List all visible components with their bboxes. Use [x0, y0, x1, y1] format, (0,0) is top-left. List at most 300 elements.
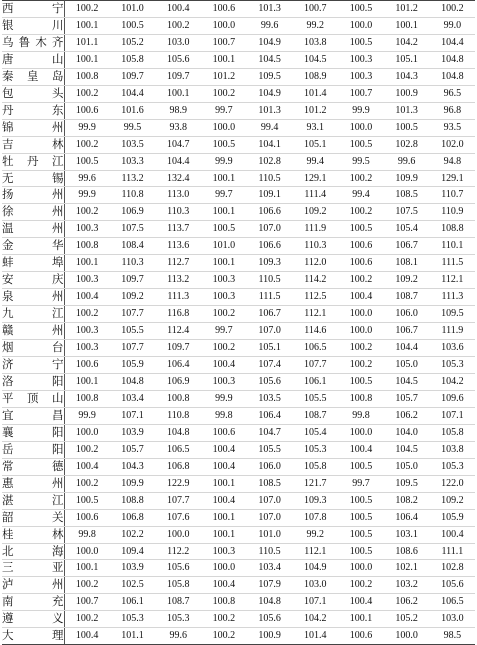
index-value-cell: 112.5 — [292, 289, 338, 306]
index-value-cell: 106.5 — [430, 594, 476, 611]
index-value-cell: 104.9 — [247, 34, 293, 51]
index-value-cell: 100.4 — [201, 577, 247, 594]
city-name-cell: 扬 州 — [2, 187, 64, 204]
index-value-cell: 101.6 — [110, 102, 156, 119]
index-value-cell: 108.5 — [384, 187, 430, 204]
index-value-cell: 103.5 — [247, 390, 293, 407]
index-value-cell: 121.7 — [292, 475, 338, 492]
index-value-cell: 105.4 — [384, 221, 430, 238]
city-name-cell: 韶 关 — [2, 509, 64, 526]
index-value-cell: 110.5 — [247, 543, 293, 560]
index-value-cell: 100.0 — [338, 17, 384, 34]
index-value-cell: 99.7 — [201, 323, 247, 340]
city-name-cell: 牡丹江 — [2, 153, 64, 170]
index-value-cell: 105.6 — [155, 560, 201, 577]
index-value-cell: 104.8 — [247, 594, 293, 611]
table-row — [2, 289, 475, 306]
index-value-cell: 99.7 — [201, 102, 247, 119]
index-value-cell: 100.0 — [201, 560, 247, 577]
index-value-cell: 111.3 — [430, 289, 476, 306]
table-row — [2, 390, 475, 407]
index-value-cell: 105.1 — [384, 51, 430, 68]
index-value-cell: 99.2 — [292, 17, 338, 34]
index-value-cell: 107.9 — [247, 577, 293, 594]
index-value-cell: 113.0 — [155, 187, 201, 204]
index-value-cell: 101.3 — [247, 1, 293, 18]
index-value-cell: 100.2 — [64, 85, 110, 102]
index-value-cell: 109.9 — [110, 475, 156, 492]
index-value-cell: 107.0 — [247, 323, 293, 340]
index-value-cell: 101.4 — [292, 628, 338, 645]
index-value-cell: 100.0 — [338, 323, 384, 340]
index-value-cell: 107.6 — [155, 509, 201, 526]
city-name-cell: 吉 林 — [2, 136, 64, 153]
index-value-cell: 96.8 — [430, 102, 476, 119]
table-row — [2, 373, 475, 390]
index-value-cell: 100.6 — [64, 102, 110, 119]
index-value-cell: 100.1 — [201, 204, 247, 221]
city-name-cell: 岳 阳 — [2, 441, 64, 458]
index-value-cell: 103.0 — [155, 34, 201, 51]
index-value-cell: 100.2 — [338, 204, 384, 221]
city-name-cell: 包 头 — [2, 85, 64, 102]
index-value-cell: 100.0 — [201, 17, 247, 34]
city-name-cell: 泉 州 — [2, 289, 64, 306]
index-value-cell: 102.1 — [384, 560, 430, 577]
table-row — [2, 170, 475, 187]
index-value-cell: 100.9 — [384, 85, 430, 102]
index-value-cell: 100.8 — [201, 594, 247, 611]
index-value-cell: 105.0 — [384, 357, 430, 374]
city-name-cell: 湛 江 — [2, 492, 64, 509]
index-value-cell: 101.3 — [384, 102, 430, 119]
city-name-cell: 襄 阳 — [2, 424, 64, 441]
index-value-cell: 103.0 — [430, 611, 476, 628]
index-value-cell: 109.1 — [247, 187, 293, 204]
index-value-cell: 103.4 — [247, 560, 293, 577]
index-value-cell: 100.1 — [201, 255, 247, 272]
index-value-cell: 99.4 — [247, 119, 293, 136]
city-name-cell: 温 州 — [2, 221, 64, 238]
index-value-cell: 100.2 — [430, 1, 476, 18]
price-index-table — [2, 0, 475, 645]
city-name-cell: 秦皇岛 — [2, 68, 64, 85]
index-value-cell: 100.3 — [338, 68, 384, 85]
index-value-cell: 110.9 — [430, 204, 476, 221]
index-value-cell: 100.2 — [64, 611, 110, 628]
index-value-cell: 104.8 — [110, 373, 156, 390]
index-value-cell: 104.4 — [384, 340, 430, 357]
index-value-cell: 111.4 — [292, 187, 338, 204]
index-value-cell: 100.5 — [201, 136, 247, 153]
index-value-cell: 105.0 — [384, 458, 430, 475]
city-name-cell: 南 充 — [2, 594, 64, 611]
index-value-cell: 99.6 — [247, 17, 293, 34]
index-value-cell: 105.3 — [430, 458, 476, 475]
table-row — [2, 119, 475, 136]
index-value-cell: 103.9 — [110, 560, 156, 577]
index-value-cell: 99.9 — [338, 102, 384, 119]
index-value-cell: 102.8 — [384, 136, 430, 153]
index-value-cell: 100.3 — [64, 221, 110, 238]
index-value-cell: 104.2 — [384, 34, 430, 51]
index-value-cell: 99.7 — [201, 187, 247, 204]
index-value-cell: 100.5 — [338, 34, 384, 51]
index-value-cell: 104.8 — [430, 51, 476, 68]
index-value-cell: 99.8 — [201, 407, 247, 424]
index-value-cell: 100.1 — [201, 51, 247, 68]
index-value-cell: 105.3 — [292, 441, 338, 458]
index-value-cell: 101.2 — [292, 102, 338, 119]
index-value-cell: 100.7 — [338, 85, 384, 102]
index-value-cell: 105.8 — [430, 424, 476, 441]
index-value-cell: 100.8 — [155, 390, 201, 407]
index-value-cell: 102.0 — [430, 136, 476, 153]
index-value-cell: 100.7 — [292, 1, 338, 18]
index-value-cell: 110.3 — [155, 204, 201, 221]
table-row — [2, 577, 475, 594]
city-name-cell: 北 海 — [2, 543, 64, 560]
index-value-cell: 106.7 — [384, 238, 430, 255]
index-value-cell: 100.2 — [338, 357, 384, 374]
index-value-cell: 100.2 — [64, 577, 110, 594]
index-value-cell: 106.4 — [155, 357, 201, 374]
index-value-cell: 100.5 — [338, 509, 384, 526]
index-value-cell: 99.4 — [292, 153, 338, 170]
index-value-cell: 100.4 — [338, 594, 384, 611]
index-value-cell: 104.5 — [384, 441, 430, 458]
index-value-cell: 104.3 — [384, 68, 430, 85]
index-value-cell: 94.8 — [430, 153, 476, 170]
index-value-cell: 99.6 — [155, 628, 201, 645]
index-value-cell: 107.5 — [110, 221, 156, 238]
index-value-cell: 111.3 — [155, 289, 201, 306]
city-name-cell: 徐 州 — [2, 204, 64, 221]
index-value-cell: 100.3 — [64, 323, 110, 340]
city-name-cell: 常 德 — [2, 458, 64, 475]
index-value-cell: 100.3 — [201, 373, 247, 390]
index-value-cell: 100.2 — [201, 340, 247, 357]
index-value-cell: 107.1 — [292, 594, 338, 611]
table-row — [2, 594, 475, 611]
city-name-cell: 赣 州 — [2, 323, 64, 340]
index-value-cell: 110.8 — [155, 407, 201, 424]
index-value-cell: 107.0 — [247, 221, 293, 238]
index-value-cell: 100.2 — [338, 272, 384, 289]
index-value-cell: 109.5 — [430, 306, 476, 323]
index-value-cell: 105.8 — [110, 51, 156, 68]
city-name-cell: 济 宁 — [2, 357, 64, 374]
index-value-cell: 105.5 — [247, 441, 293, 458]
index-value-cell: 105.6 — [155, 51, 201, 68]
index-value-cell: 105.1 — [292, 136, 338, 153]
index-value-cell: 109.7 — [110, 68, 156, 85]
index-value-cell: 129.1 — [292, 170, 338, 187]
index-value-cell: 100.2 — [338, 340, 384, 357]
index-value-cell: 100.3 — [201, 543, 247, 560]
index-value-cell: 108.7 — [292, 407, 338, 424]
index-value-cell: 100.2 — [64, 306, 110, 323]
index-value-cell: 100.8 — [64, 68, 110, 85]
index-value-cell: 100.1 — [338, 611, 384, 628]
index-value-cell: 100.4 — [64, 458, 110, 475]
index-value-cell: 104.8 — [155, 424, 201, 441]
index-value-cell: 100.5 — [338, 458, 384, 475]
table-row — [2, 204, 475, 221]
index-value-cell: 101.1 — [110, 628, 156, 645]
index-value-cell: 100.2 — [201, 611, 247, 628]
index-value-cell: 99.9 — [64, 187, 110, 204]
index-value-cell: 100.3 — [201, 272, 247, 289]
index-value-cell: 104.0 — [384, 424, 430, 441]
index-value-cell: 103.4 — [110, 390, 156, 407]
index-value-cell: 99.4 — [338, 187, 384, 204]
index-value-cell: 108.4 — [110, 238, 156, 255]
index-value-cell: 106.5 — [155, 441, 201, 458]
index-value-cell: 100.5 — [338, 543, 384, 560]
index-value-cell: 100.1 — [64, 560, 110, 577]
city-name-cell: 桂 林 — [2, 526, 64, 543]
table-row — [2, 34, 475, 51]
city-name-cell: 大 理 — [2, 628, 64, 645]
index-value-cell: 100.4 — [201, 492, 247, 509]
index-value-cell: 100.0 — [338, 306, 384, 323]
index-value-cell: 109.5 — [247, 68, 293, 85]
index-value-cell: 105.6 — [430, 577, 476, 594]
index-value-cell: 105.5 — [292, 390, 338, 407]
table-row — [2, 407, 475, 424]
index-value-cell: 100.2 — [64, 1, 110, 18]
index-value-cell: 109.2 — [110, 289, 156, 306]
index-value-cell: 98.9 — [155, 102, 201, 119]
table-row — [2, 102, 475, 119]
city-name-cell: 遵 义 — [2, 611, 64, 628]
index-value-cell: 100.3 — [201, 289, 247, 306]
city-name-cell: 安 庆 — [2, 272, 64, 289]
table-row — [2, 492, 475, 509]
index-value-cell: 100.4 — [430, 526, 476, 543]
city-name-cell: 西 宁 — [2, 1, 64, 18]
index-value-cell: 103.0 — [292, 577, 338, 594]
index-value-cell: 108.8 — [110, 492, 156, 509]
index-value-cell: 100.5 — [338, 526, 384, 543]
index-value-cell: 100.2 — [64, 136, 110, 153]
index-value-cell: 100.5 — [338, 221, 384, 238]
index-value-cell: 105.9 — [110, 357, 156, 374]
index-value-cell: 98.5 — [430, 628, 476, 645]
index-value-cell: 99.7 — [338, 475, 384, 492]
index-value-cell: 100.2 — [64, 475, 110, 492]
index-value-cell: 106.9 — [110, 204, 156, 221]
index-value-cell: 107.7 — [110, 306, 156, 323]
city-name-cell: 泸 州 — [2, 577, 64, 594]
index-value-cell: 114.2 — [292, 272, 338, 289]
index-value-cell: 100.2 — [155, 17, 201, 34]
index-value-cell: 100.3 — [64, 340, 110, 357]
index-value-cell: 100.2 — [64, 441, 110, 458]
index-value-cell: 104.5 — [247, 51, 293, 68]
index-value-cell: 103.2 — [384, 577, 430, 594]
index-value-cell: 104.5 — [292, 51, 338, 68]
index-value-cell: 100.2 — [201, 306, 247, 323]
index-value-cell: 93.1 — [292, 119, 338, 136]
index-value-cell: 105.2 — [110, 34, 156, 51]
city-name-cell: 宜 昌 — [2, 407, 64, 424]
index-value-cell: 101.4 — [292, 85, 338, 102]
index-value-cell: 112.1 — [292, 306, 338, 323]
index-value-cell: 100.7 — [64, 594, 110, 611]
index-value-cell: 113.2 — [110, 170, 156, 187]
index-value-cell: 111.5 — [247, 289, 293, 306]
index-value-cell: 100.4 — [338, 441, 384, 458]
index-value-cell: 101.3 — [247, 102, 293, 119]
city-name-cell: 锦 州 — [2, 119, 64, 136]
index-value-cell: 100.0 — [338, 560, 384, 577]
index-value-cell: 100.4 — [338, 289, 384, 306]
index-value-cell: 109.7 — [155, 340, 201, 357]
index-value-cell: 113.7 — [155, 221, 201, 238]
index-value-cell: 101.2 — [201, 68, 247, 85]
index-value-cell: 105.3 — [110, 611, 156, 628]
index-value-cell: 104.1 — [247, 136, 293, 153]
index-value-cell: 116.8 — [155, 306, 201, 323]
index-value-cell: 100.0 — [338, 424, 384, 441]
index-value-cell: 100.0 — [338, 119, 384, 136]
index-value-cell: 105.4 — [292, 424, 338, 441]
index-value-cell: 100.8 — [64, 238, 110, 255]
index-value-cell: 122.0 — [430, 475, 476, 492]
index-value-cell: 109.3 — [247, 255, 293, 272]
city-name-cell: 洛 阳 — [2, 373, 64, 390]
index-value-cell: 109.7 — [155, 68, 201, 85]
city-name-cell: 蚌 埠 — [2, 255, 64, 272]
index-value-cell: 100.1 — [384, 17, 430, 34]
index-value-cell: 100.4 — [155, 1, 201, 18]
index-value-cell: 111.5 — [430, 255, 476, 272]
index-value-cell: 100.5 — [338, 1, 384, 18]
table-row — [2, 424, 475, 441]
table-row — [2, 340, 475, 357]
index-value-cell: 100.4 — [201, 458, 247, 475]
index-value-cell: 99.6 — [384, 153, 430, 170]
index-value-cell: 108.7 — [384, 289, 430, 306]
index-value-cell: 99.8 — [64, 526, 110, 543]
index-value-cell: 105.8 — [155, 577, 201, 594]
index-value-cell: 107.1 — [430, 407, 476, 424]
index-value-cell: 112.0 — [292, 255, 338, 272]
city-name-cell: 烟 台 — [2, 340, 64, 357]
index-value-cell: 100.2 — [338, 170, 384, 187]
index-value-cell: 112.2 — [155, 543, 201, 560]
index-value-cell: 109.3 — [292, 492, 338, 509]
city-name-cell: 平顶山 — [2, 390, 64, 407]
index-value-cell: 100.5 — [338, 373, 384, 390]
index-value-cell: 100.8 — [64, 390, 110, 407]
index-value-cell: 100.0 — [155, 526, 201, 543]
table-row — [2, 526, 475, 543]
index-value-cell: 106.4 — [384, 509, 430, 526]
city-name-cell: 丹 东 — [2, 102, 64, 119]
index-value-cell: 106.6 — [247, 204, 293, 221]
table-row — [2, 323, 475, 340]
table-row — [2, 306, 475, 323]
index-value-cell: 112.7 — [155, 255, 201, 272]
city-name-cell: 无 锡 — [2, 170, 64, 187]
index-value-cell: 114.6 — [292, 323, 338, 340]
index-value-cell: 101.2 — [384, 1, 430, 18]
index-value-cell: 113.6 — [155, 238, 201, 255]
index-value-cell: 103.8 — [292, 34, 338, 51]
index-value-cell: 109.2 — [384, 272, 430, 289]
table-row — [2, 475, 475, 492]
table-row — [2, 441, 475, 458]
index-value-cell: 105.8 — [292, 458, 338, 475]
index-value-cell: 106.1 — [292, 373, 338, 390]
index-value-cell: 100.6 — [338, 628, 384, 645]
index-value-cell: 104.4 — [430, 34, 476, 51]
index-value-cell: 107.0 — [247, 509, 293, 526]
index-value-cell: 103.1 — [384, 526, 430, 543]
index-value-cell: 100.2 — [201, 628, 247, 645]
city-name-cell: 三 亚 — [2, 560, 64, 577]
index-value-cell: 104.9 — [292, 560, 338, 577]
table-row — [2, 17, 475, 34]
table-row — [2, 628, 475, 645]
index-value-cell: 105.5 — [110, 323, 156, 340]
index-value-cell: 111.9 — [292, 221, 338, 238]
table-row — [2, 136, 475, 153]
city-name-cell: 乌鲁木齐 — [2, 34, 64, 51]
index-value-cell: 109.7 — [110, 272, 156, 289]
index-value-cell: 110.5 — [247, 272, 293, 289]
table-row — [2, 68, 475, 85]
index-value-cell: 104.5 — [384, 373, 430, 390]
index-value-cell: 108.7 — [155, 594, 201, 611]
index-value-cell: 103.9 — [110, 424, 156, 441]
price-index-table-body — [2, 1, 475, 645]
index-value-cell: 104.7 — [247, 424, 293, 441]
index-value-cell: 104.3 — [110, 458, 156, 475]
table-row — [2, 272, 475, 289]
index-value-cell: 109.4 — [110, 543, 156, 560]
index-value-cell: 100.1 — [64, 17, 110, 34]
index-value-cell: 104.7 — [155, 136, 201, 153]
index-value-cell: 93.8 — [155, 119, 201, 136]
index-value-cell: 100.6 — [201, 1, 247, 18]
city-name-cell: 银 川 — [2, 17, 64, 34]
index-value-cell: 100.5 — [384, 119, 430, 136]
index-value-cell: 107.1 — [110, 407, 156, 424]
index-value-cell: 106.9 — [155, 373, 201, 390]
index-value-cell: 99.9 — [64, 407, 110, 424]
index-value-cell: 102.8 — [247, 153, 293, 170]
index-value-cell: 99.6 — [64, 170, 110, 187]
index-value-cell: 107.8 — [292, 509, 338, 526]
index-value-cell: 108.9 — [292, 68, 338, 85]
index-value-cell: 103.5 — [110, 136, 156, 153]
index-value-cell: 100.6 — [338, 238, 384, 255]
index-value-cell: 106.0 — [384, 306, 430, 323]
index-value-cell: 108.6 — [384, 543, 430, 560]
index-value-cell: 100.1 — [64, 373, 110, 390]
index-value-cell: 122.9 — [155, 475, 201, 492]
index-value-cell: 103.8 — [430, 441, 476, 458]
table-row — [2, 221, 475, 238]
index-value-cell: 100.0 — [201, 119, 247, 136]
index-value-cell: 99.9 — [201, 390, 247, 407]
index-value-cell: 110.1 — [430, 238, 476, 255]
city-name-cell: 金 华 — [2, 238, 64, 255]
